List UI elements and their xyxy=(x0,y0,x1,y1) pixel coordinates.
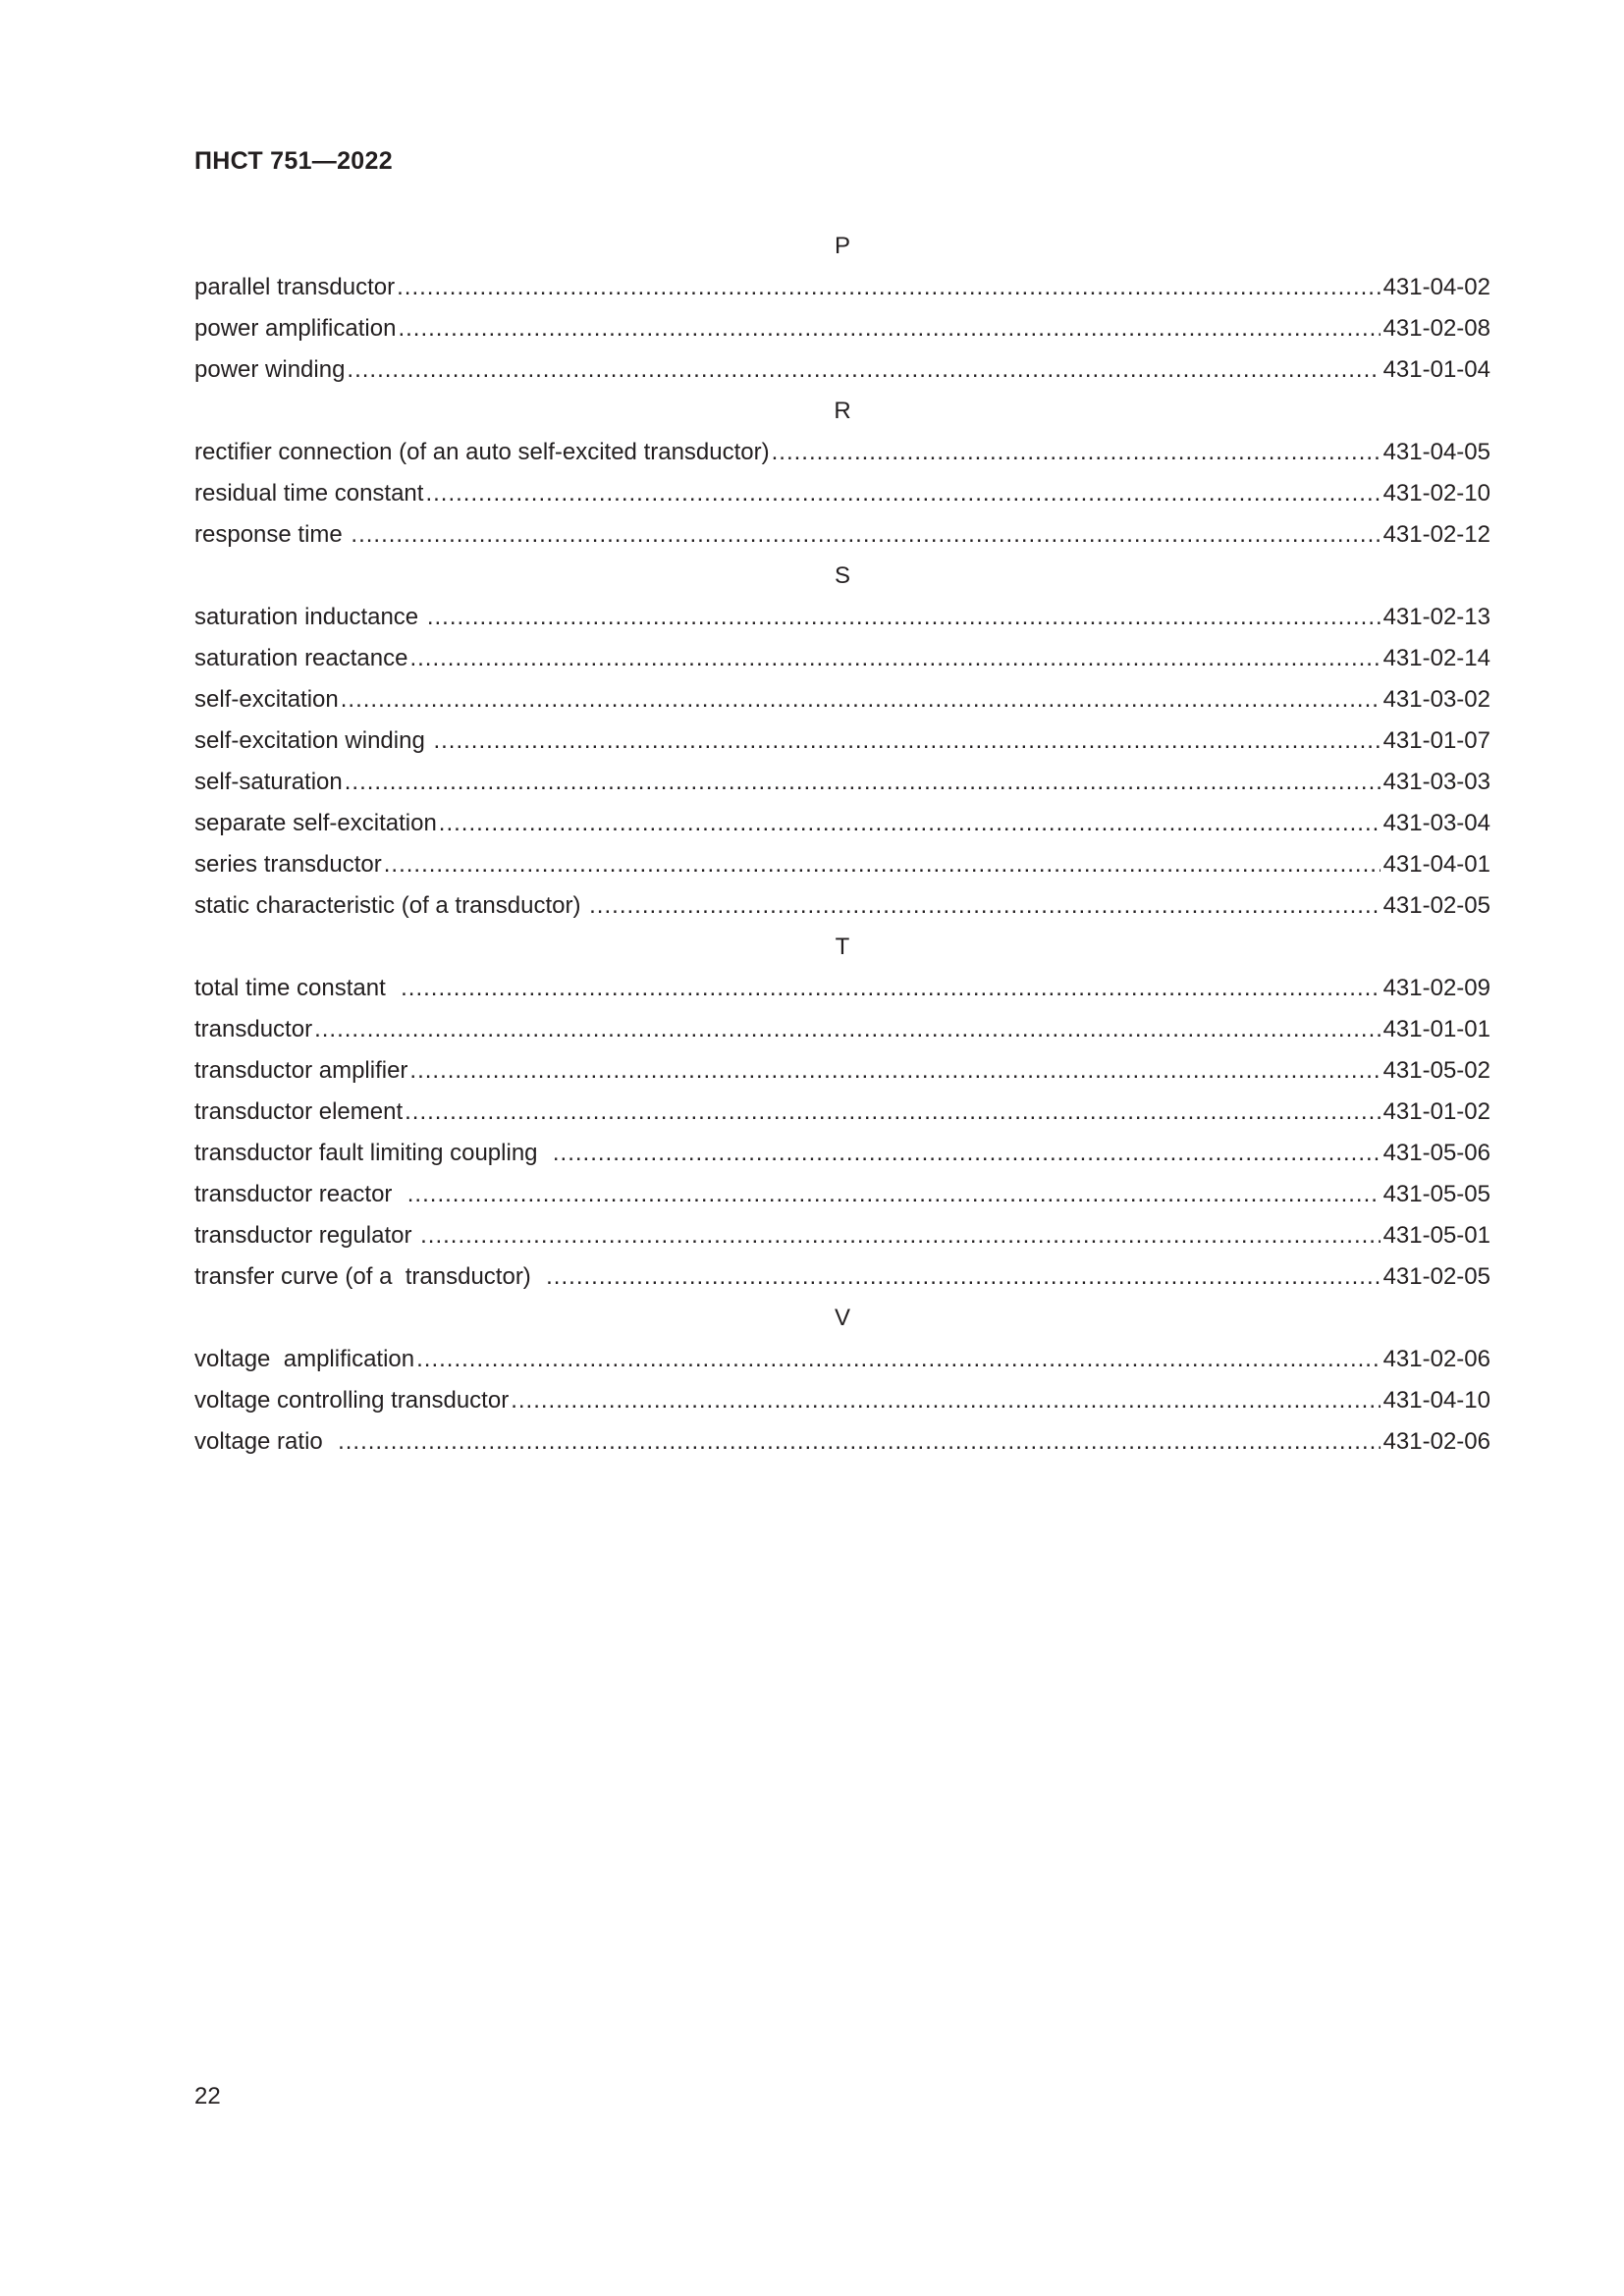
entry-code: 431-04-05 xyxy=(1382,439,1490,465)
entry-term: voltage controlling transductor xyxy=(194,1387,510,1414)
entry-code: 431-03-02 xyxy=(1382,686,1490,713)
entry-term: transductor fault limiting coupling xyxy=(194,1140,551,1166)
index-entry xyxy=(194,473,1490,514)
entry-code: 431-04-01 xyxy=(1382,851,1490,878)
entry-term: transductor reactor xyxy=(194,1181,406,1207)
section-letter-t: T xyxy=(835,934,850,960)
entry-term: saturation inductance xyxy=(194,604,425,630)
dot-leader xyxy=(405,1092,1380,1133)
entry-term: self-excitation winding xyxy=(194,727,432,754)
dot-leader xyxy=(553,1133,1380,1174)
index-entry xyxy=(194,721,1490,762)
dot-leader xyxy=(511,1380,1380,1421)
dot-leader xyxy=(420,1215,1380,1256)
entry-code: 431-05-06 xyxy=(1382,1140,1490,1166)
dot-leader xyxy=(439,803,1380,844)
dot-leader xyxy=(409,1050,1380,1092)
entry-term: transductor xyxy=(194,1016,313,1042)
entry-term: parallel transductor xyxy=(194,274,396,300)
entry-code: 431-02-06 xyxy=(1382,1346,1490,1372)
dot-leader xyxy=(407,1174,1380,1215)
entry-code: 431-02-05 xyxy=(1382,1263,1490,1290)
entry-term: series transductor xyxy=(194,851,382,878)
entry-code: 431-02-05 xyxy=(1382,892,1490,919)
section-letter-v: V xyxy=(834,1305,850,1331)
index-entry xyxy=(194,638,1490,679)
index-entry xyxy=(194,1050,1490,1092)
entry-code: 431-03-04 xyxy=(1382,810,1490,836)
index-entry xyxy=(194,514,1490,556)
entry-term: voltage amplification xyxy=(194,1346,415,1372)
dot-leader xyxy=(345,762,1380,803)
page-number: 22 xyxy=(194,2083,221,2109)
index-entry xyxy=(194,1133,1490,1174)
index-entry xyxy=(194,762,1490,803)
index-entry xyxy=(194,1256,1490,1298)
index-entry xyxy=(194,1009,1490,1050)
entry-code: 431-03-03 xyxy=(1382,769,1490,795)
entry-term: response time xyxy=(194,521,350,548)
dot-leader xyxy=(427,597,1380,638)
entry-code: 431-05-01 xyxy=(1382,1222,1490,1249)
dot-leader xyxy=(341,679,1380,721)
index-entry xyxy=(194,968,1490,1009)
entry-code: 431-02-14 xyxy=(1382,645,1490,671)
dot-leader xyxy=(338,1421,1380,1463)
index-entry xyxy=(194,803,1490,844)
dot-leader xyxy=(546,1256,1380,1298)
dot-leader xyxy=(347,349,1380,391)
index-entry xyxy=(194,1421,1490,1463)
entry-code: 431-04-10 xyxy=(1382,1387,1490,1414)
index-entry xyxy=(194,1339,1490,1380)
index-entry xyxy=(194,885,1490,927)
entry-term: transductor amplifier xyxy=(194,1057,408,1084)
section-letter-p: P xyxy=(834,233,850,259)
index-entry xyxy=(194,1092,1490,1133)
index-entry xyxy=(194,349,1490,391)
dot-leader xyxy=(351,514,1380,556)
entry-code: 431-05-05 xyxy=(1382,1181,1490,1207)
index-entry xyxy=(194,1215,1490,1256)
entry-code: 431-02-08 xyxy=(1382,315,1490,342)
section-letter-s: S xyxy=(834,562,850,589)
entry-code: 431-01-04 xyxy=(1382,356,1490,383)
entry-code: 431-04-02 xyxy=(1382,274,1490,300)
index-entry xyxy=(194,1380,1490,1421)
index-entry xyxy=(194,308,1490,349)
dot-leader xyxy=(401,968,1380,1009)
entry-code: 431-01-07 xyxy=(1382,727,1490,754)
entry-term: rectifier connection (of an auto self-excited transductor) xyxy=(194,439,770,465)
entry-code: 431-02-06 xyxy=(1382,1428,1490,1455)
dot-leader xyxy=(409,638,1380,679)
entry-code: 431-02-10 xyxy=(1382,480,1490,507)
entry-code: 431-02-12 xyxy=(1382,521,1490,548)
entry-term: separate self-excitation xyxy=(194,810,437,836)
entry-term: saturation reactance xyxy=(194,645,408,671)
entry-code: 431-02-13 xyxy=(1382,604,1490,630)
alphabetical-index xyxy=(194,226,1490,1463)
index-entry xyxy=(194,679,1490,721)
dot-leader xyxy=(398,308,1380,349)
dot-leader xyxy=(433,721,1380,762)
entry-term: power amplification xyxy=(194,315,397,342)
entry-term: power winding xyxy=(194,356,346,383)
dot-leader xyxy=(416,1339,1380,1380)
index-entry xyxy=(194,844,1490,885)
dot-leader xyxy=(314,1009,1380,1050)
dot-leader xyxy=(397,267,1380,308)
index-entry xyxy=(194,597,1490,638)
dot-leader xyxy=(425,473,1380,514)
entry-term: residual time constant xyxy=(194,480,424,507)
section-letter-r: R xyxy=(834,398,851,424)
entry-term: voltage ratio xyxy=(194,1428,337,1455)
entry-term: transductor element xyxy=(194,1098,404,1125)
dot-leader xyxy=(384,844,1380,885)
dot-leader xyxy=(772,432,1380,473)
dot-leader xyxy=(589,885,1380,927)
index-entry xyxy=(194,1174,1490,1215)
entry-code: 431-01-01 xyxy=(1382,1016,1490,1042)
entry-code: 431-02-09 xyxy=(1382,975,1490,1001)
document-id: ПНСТ 751—2022 xyxy=(194,147,393,175)
entry-term: self-excitation xyxy=(194,686,339,713)
entry-term: transfer curve (of a transductor) xyxy=(194,1263,545,1290)
entry-term: static characteristic (of a transductor) xyxy=(194,892,588,919)
entry-term: transductor regulator xyxy=(194,1222,419,1249)
entry-term: total time constant xyxy=(194,975,400,1001)
index-entry xyxy=(194,267,1490,308)
entry-code: 431-05-02 xyxy=(1382,1057,1490,1084)
index-entry xyxy=(194,432,1490,473)
entry-code: 431-01-02 xyxy=(1382,1098,1490,1125)
entry-term: self-saturation xyxy=(194,769,343,795)
